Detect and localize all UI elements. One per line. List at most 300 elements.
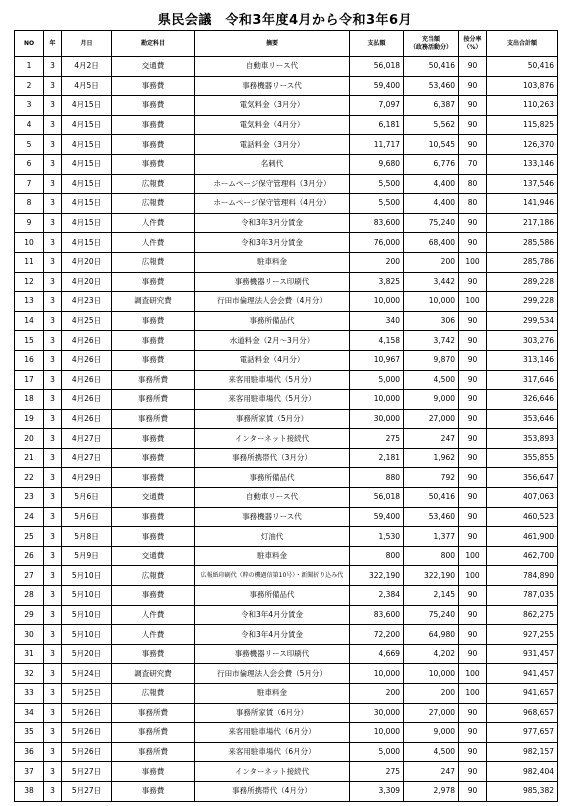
cell-no: 17 (15, 370, 44, 390)
cell-summary: 行田市倫理法人会会費（5月分） (195, 664, 350, 684)
table-row (15, 57, 558, 77)
cell-no: 30 (15, 625, 44, 645)
cell-no: 19 (15, 409, 44, 429)
cell-allocated: 792 (404, 468, 459, 488)
cell-category: 事務費 (112, 272, 195, 292)
cell-allocated: 27,000 (404, 409, 459, 429)
cell-date: 4月20日 (62, 252, 112, 272)
cell-summary: 電話料金（3月分） (195, 135, 350, 155)
cell-category: 事務費 (112, 448, 195, 468)
cell-year: 3 (44, 723, 62, 743)
cell-no: 37 (15, 762, 44, 782)
cell-no: 11 (15, 252, 44, 272)
cell-date: 4月26日 (62, 331, 112, 351)
column-header-date: 月日 (62, 31, 112, 57)
cell-date: 4月27日 (62, 448, 112, 468)
cell-summary: 事務機器リース印刷代 (195, 272, 350, 292)
table-row (15, 194, 558, 214)
cell-cumulative: 289,228 (487, 272, 558, 292)
cell-allocated: 27,000 (404, 703, 459, 723)
cell-cumulative: 356,647 (487, 468, 558, 488)
cell-summary: 事務機器リース印刷代 (195, 644, 350, 664)
cell-allocated: 247 (404, 762, 459, 782)
cell-rate: 90 (459, 605, 487, 625)
cell-allocated: 68,400 (404, 233, 459, 253)
cell-summary: 事務所備品代 (195, 468, 350, 488)
cell-no: 18 (15, 390, 44, 410)
cell-year: 3 (44, 311, 62, 331)
cell-rate: 80 (459, 174, 487, 194)
cell-date: 5月27日 (62, 781, 112, 801)
cell-date: 4月15日 (62, 135, 112, 155)
cell-no: 27 (15, 566, 44, 586)
cell-year: 3 (44, 527, 62, 547)
cell-paid: 83,600 (350, 213, 404, 233)
cell-category: 人件費 (112, 625, 195, 645)
cell-no: 31 (15, 644, 44, 664)
cell-summary: 事務所家賃（5月分） (195, 409, 350, 429)
cell-paid: 322,190 (350, 566, 404, 586)
cell-date: 4月15日 (62, 154, 112, 174)
cell-rate: 90 (459, 507, 487, 527)
cell-summary: 事務所備品代 (195, 311, 350, 331)
cell-cumulative: 285,586 (487, 233, 558, 253)
column-header-paid: 支払額 (350, 31, 404, 57)
ledger-body (15, 57, 558, 802)
cell-date: 4月15日 (62, 96, 112, 116)
cell-paid: 880 (350, 468, 404, 488)
cell-rate: 70 (459, 154, 487, 174)
cell-category: 事務費 (112, 644, 195, 664)
table-row (15, 233, 558, 253)
column-header-summary: 摘要 (195, 31, 350, 57)
cell-allocated: 75,240 (404, 213, 459, 233)
cell-paid: 5,500 (350, 174, 404, 194)
cell-allocated: 75,240 (404, 605, 459, 625)
cell-year: 3 (44, 507, 62, 527)
cell-summary: 事務所備品代 (195, 586, 350, 606)
cell-allocated: 3,742 (404, 331, 459, 351)
cell-category: 事務費 (112, 154, 195, 174)
cell-date: 5月10日 (62, 566, 112, 586)
cell-allocated: 4,500 (404, 742, 459, 762)
cell-cumulative: 115,825 (487, 115, 558, 135)
cell-allocated: 200 (404, 684, 459, 704)
cell-category: 調査研究費 (112, 664, 195, 684)
table-row (15, 664, 558, 684)
cell-category: 広報費 (112, 194, 195, 214)
table-row (15, 370, 558, 390)
cell-year: 3 (44, 625, 62, 645)
cell-summary: 行田市倫理法人会会費（4月分） (195, 292, 350, 312)
cell-year: 3 (44, 468, 62, 488)
table-row (15, 781, 558, 801)
cell-no: 24 (15, 507, 44, 527)
cell-paid: 340 (350, 311, 404, 331)
cell-rate: 90 (459, 331, 487, 351)
cell-no: 25 (15, 527, 44, 547)
cell-rate: 90 (459, 213, 487, 233)
cell-cumulative: 977,657 (487, 723, 558, 743)
cell-no: 6 (15, 154, 44, 174)
cell-paid: 800 (350, 546, 404, 566)
column-header-rate (459, 31, 487, 57)
cell-allocated: 50,416 (404, 57, 459, 77)
cell-cumulative: 968,657 (487, 703, 558, 723)
cell-year: 3 (44, 390, 62, 410)
cell-paid: 3,825 (350, 272, 404, 292)
cell-summary: 電気料金（3月分） (195, 96, 350, 116)
cell-category: 交通費 (112, 546, 195, 566)
cell-date: 4月25日 (62, 311, 112, 331)
cell-category: 事務費 (112, 135, 195, 155)
cell-cumulative: 126,370 (487, 135, 558, 155)
cell-date: 5月10日 (62, 586, 112, 606)
table-row (15, 213, 558, 233)
column-header-no: NO (15, 31, 44, 57)
table-row (15, 566, 558, 586)
cell-category: 広報費 (112, 174, 195, 194)
cell-date: 5月9日 (62, 546, 112, 566)
cell-paid: 5,500 (350, 194, 404, 214)
cell-year: 3 (44, 664, 62, 684)
table-row (15, 644, 558, 664)
table-row (15, 292, 558, 312)
table-row (15, 350, 558, 370)
cell-paid: 30,000 (350, 703, 404, 723)
cell-rate: 90 (459, 703, 487, 723)
cell-paid: 56,018 (350, 488, 404, 508)
cell-paid: 5,000 (350, 742, 404, 762)
cell-date: 4月20日 (62, 272, 112, 292)
cell-year: 3 (44, 350, 62, 370)
cell-category: 事務所費 (112, 409, 195, 429)
table-row (15, 546, 558, 566)
cell-summary: 事務所携帯代（3月分） (195, 448, 350, 468)
cell-paid: 2,181 (350, 448, 404, 468)
cell-summary: 駐車料金 (195, 252, 350, 272)
cell-cumulative: 461,900 (487, 527, 558, 547)
cell-category: 事務費 (112, 311, 195, 331)
cell-cumulative: 982,157 (487, 742, 558, 762)
cell-summary: 広報紙印刷代（粋の機過信第10号）・新聞折り込み代 (195, 566, 350, 586)
cell-paid: 10,000 (350, 292, 404, 312)
table-row (15, 527, 558, 547)
table-row (15, 605, 558, 625)
cell-year: 3 (44, 684, 62, 704)
cell-rate: 90 (459, 233, 487, 253)
table-row (15, 154, 558, 174)
cell-year: 3 (44, 409, 62, 429)
cell-allocated: 306 (404, 311, 459, 331)
cell-allocated: 4,400 (404, 194, 459, 214)
cell-paid: 200 (350, 252, 404, 272)
cell-summary: 事務所家賃（6月分） (195, 703, 350, 723)
cell-summary: 電気料金（4月分） (195, 115, 350, 135)
table-row (15, 448, 558, 468)
cell-category: 人件費 (112, 605, 195, 625)
cell-summary: 電話料金（4月分） (195, 350, 350, 370)
table-row (15, 135, 558, 155)
cell-date: 4月15日 (62, 174, 112, 194)
table-row (15, 468, 558, 488)
cell-rate: 100 (459, 252, 487, 272)
cell-category: 事務費 (112, 527, 195, 547)
cell-year: 3 (44, 292, 62, 312)
cell-cumulative: 941,657 (487, 684, 558, 704)
cell-cumulative: 931,457 (487, 644, 558, 664)
column-header-category: 勘定科目 (112, 31, 195, 57)
cell-no: 15 (15, 331, 44, 351)
cell-no: 2 (15, 76, 44, 96)
cell-category: 事務費 (112, 586, 195, 606)
cell-year: 3 (44, 644, 62, 664)
cell-summary: 事務機器リース代 (195, 76, 350, 96)
cell-category: 事務費 (112, 76, 195, 96)
cell-year: 3 (44, 370, 62, 390)
table-row (15, 76, 558, 96)
cell-allocated: 64,980 (404, 625, 459, 645)
table-row (15, 625, 558, 645)
cell-rate: 90 (459, 742, 487, 762)
cell-rate: 90 (459, 409, 487, 429)
column-header-allocated-line2: （政務活動分） (409, 43, 452, 51)
cell-date: 4月26日 (62, 350, 112, 370)
cell-year: 3 (44, 194, 62, 214)
cell-allocated: 9,870 (404, 350, 459, 370)
cell-rate: 100 (459, 566, 487, 586)
cell-cumulative: 299,228 (487, 292, 558, 312)
cell-paid: 76,000 (350, 233, 404, 253)
cell-date: 4月15日 (62, 115, 112, 135)
cell-rate: 90 (459, 390, 487, 410)
cell-summary: 事務機器リース代 (195, 507, 350, 527)
cell-allocated: 2,978 (404, 781, 459, 801)
cell-date: 4月26日 (62, 390, 112, 410)
cell-no: 4 (15, 115, 44, 135)
cell-no: 10 (15, 233, 44, 253)
cell-rate: 90 (459, 370, 487, 390)
cell-rate: 90 (459, 586, 487, 606)
cell-no: 8 (15, 194, 44, 214)
cell-year: 3 (44, 566, 62, 586)
cell-allocated: 4,500 (404, 370, 459, 390)
cell-no: 29 (15, 605, 44, 625)
cell-no: 7 (15, 174, 44, 194)
cell-allocated: 9,000 (404, 723, 459, 743)
column-header-rate-line2: （%） (463, 43, 482, 51)
cell-allocated: 322,190 (404, 566, 459, 586)
table-row (15, 252, 558, 272)
cell-allocated: 9,000 (404, 390, 459, 410)
cell-category: 事務費 (112, 96, 195, 116)
cell-paid: 275 (350, 429, 404, 449)
cell-date: 5月20日 (62, 644, 112, 664)
cell-no: 23 (15, 488, 44, 508)
table-row (15, 311, 558, 331)
cell-date: 5月26日 (62, 723, 112, 743)
cell-category: 事務費 (112, 762, 195, 782)
cell-cumulative: 784,890 (487, 566, 558, 586)
table-row (15, 723, 558, 743)
cell-category: 事務費 (112, 468, 195, 488)
cell-date: 4月29日 (62, 468, 112, 488)
cell-summary: 来客用駐車場代（6月分） (195, 723, 350, 743)
cell-date: 4月26日 (62, 409, 112, 429)
cell-summary: インターネット接続代 (195, 429, 350, 449)
cell-summary: ホームページ保守管理料（4月分） (195, 194, 350, 214)
cell-year: 3 (44, 742, 62, 762)
cell-date: 4月15日 (62, 233, 112, 253)
cell-no: 22 (15, 468, 44, 488)
cell-rate: 90 (459, 429, 487, 449)
cell-allocated: 1,377 (404, 527, 459, 547)
cell-allocated: 247 (404, 429, 459, 449)
cell-cumulative: 862,275 (487, 605, 558, 625)
table-row (15, 331, 558, 351)
cell-year: 3 (44, 57, 62, 77)
cell-category: 事務費 (112, 115, 195, 135)
cell-year: 3 (44, 762, 62, 782)
cell-date: 5月10日 (62, 605, 112, 625)
cell-cumulative: 353,893 (487, 429, 558, 449)
cell-rate: 90 (459, 135, 487, 155)
cell-rate: 90 (459, 762, 487, 782)
cell-paid: 200 (350, 684, 404, 704)
cell-paid: 83,600 (350, 605, 404, 625)
cell-cumulative: 299,534 (487, 311, 558, 331)
cell-paid: 10,000 (350, 390, 404, 410)
cell-category: 事務所費 (112, 723, 195, 743)
cell-allocated: 800 (404, 546, 459, 566)
cell-year: 3 (44, 586, 62, 606)
cell-cumulative: 313,146 (487, 350, 558, 370)
cell-summary: 来客用駐車場代（5月分） (195, 390, 350, 410)
cell-allocated: 10,000 (404, 292, 459, 312)
cell-no: 36 (15, 742, 44, 762)
cell-cumulative: 985,382 (487, 781, 558, 801)
cell-no: 13 (15, 292, 44, 312)
table-row (15, 429, 558, 449)
cell-rate: 90 (459, 527, 487, 547)
cell-year: 3 (44, 546, 62, 566)
cell-cumulative: 460,523 (487, 507, 558, 527)
cell-category: 広報費 (112, 684, 195, 704)
cell-cumulative: 285,786 (487, 252, 558, 272)
cell-allocated: 53,460 (404, 507, 459, 527)
cell-allocated: 1,962 (404, 448, 459, 468)
cell-rate: 100 (459, 546, 487, 566)
cell-no: 33 (15, 684, 44, 704)
table-row (15, 742, 558, 762)
cell-year: 3 (44, 76, 62, 96)
table-row (15, 762, 558, 782)
cell-rate: 90 (459, 76, 487, 96)
cell-rate: 90 (459, 723, 487, 743)
cell-year: 3 (44, 429, 62, 449)
header-row (15, 31, 558, 57)
cell-category: 人件費 (112, 213, 195, 233)
cell-cumulative: 355,855 (487, 448, 558, 468)
cell-year: 3 (44, 233, 62, 253)
cell-year: 3 (44, 115, 62, 135)
cell-year: 3 (44, 96, 62, 116)
cell-paid: 6,181 (350, 115, 404, 135)
cell-category: 交通費 (112, 57, 195, 77)
cell-cumulative: 353,646 (487, 409, 558, 429)
cell-summary: 令和3年4月分賃金 (195, 605, 350, 625)
cell-allocated: 5,562 (404, 115, 459, 135)
table-row (15, 96, 558, 116)
column-header-rate-line1: 按分率 (463, 35, 482, 43)
cell-paid: 275 (350, 762, 404, 782)
cell-cumulative: 462,700 (487, 546, 558, 566)
cell-paid: 9,680 (350, 154, 404, 174)
cell-cumulative: 326,646 (487, 390, 558, 410)
cell-year: 3 (44, 448, 62, 468)
cell-year: 3 (44, 605, 62, 625)
cell-paid: 1,530 (350, 527, 404, 547)
cell-summary: 来客用駐車場代（5月分） (195, 370, 350, 390)
cell-cumulative: 407,063 (487, 488, 558, 508)
cell-rate: 90 (459, 448, 487, 468)
cell-date: 5月6日 (62, 488, 112, 508)
cell-rate: 90 (459, 311, 487, 331)
cell-cumulative: 982,404 (487, 762, 558, 782)
cell-allocated: 4,400 (404, 174, 459, 194)
cell-date: 5月8日 (62, 527, 112, 547)
cell-paid: 59,400 (350, 76, 404, 96)
cell-rate: 100 (459, 664, 487, 684)
cell-no: 9 (15, 213, 44, 233)
cell-category: 広報費 (112, 252, 195, 272)
cell-date: 4月27日 (62, 429, 112, 449)
cell-rate: 90 (459, 96, 487, 116)
cell-no: 34 (15, 703, 44, 723)
cell-date: 5月10日 (62, 625, 112, 645)
cell-cumulative: 133,146 (487, 154, 558, 174)
column-header-cumulative: 支出合計額 (487, 31, 558, 57)
cell-date: 4月15日 (62, 213, 112, 233)
cell-no: 28 (15, 586, 44, 606)
cell-no: 1 (15, 57, 44, 77)
cell-category: 事務所費 (112, 390, 195, 410)
table-row (15, 586, 558, 606)
cell-no: 16 (15, 350, 44, 370)
cell-date: 5月26日 (62, 703, 112, 723)
cell-no: 32 (15, 664, 44, 684)
cell-category: 事務所費 (112, 742, 195, 762)
cell-rate: 90 (459, 272, 487, 292)
cell-allocated: 6,776 (404, 154, 459, 174)
cell-year: 3 (44, 252, 62, 272)
cell-cumulative: 137,546 (487, 174, 558, 194)
cell-summary: 名刺代 (195, 154, 350, 174)
cell-no: 38 (15, 781, 44, 801)
cell-year: 3 (44, 272, 62, 292)
cell-paid: 5,000 (350, 370, 404, 390)
cell-date: 5月6日 (62, 507, 112, 527)
cell-cumulative: 941,457 (487, 664, 558, 684)
cell-category: 事務所費 (112, 703, 195, 723)
cell-date: 5月26日 (62, 742, 112, 762)
table-row (15, 684, 558, 704)
cell-year: 3 (44, 154, 62, 174)
cell-paid: 10,000 (350, 723, 404, 743)
cell-year: 3 (44, 174, 62, 194)
cell-summary: 自動車リース代 (195, 57, 350, 77)
cell-allocated: 6,387 (404, 96, 459, 116)
